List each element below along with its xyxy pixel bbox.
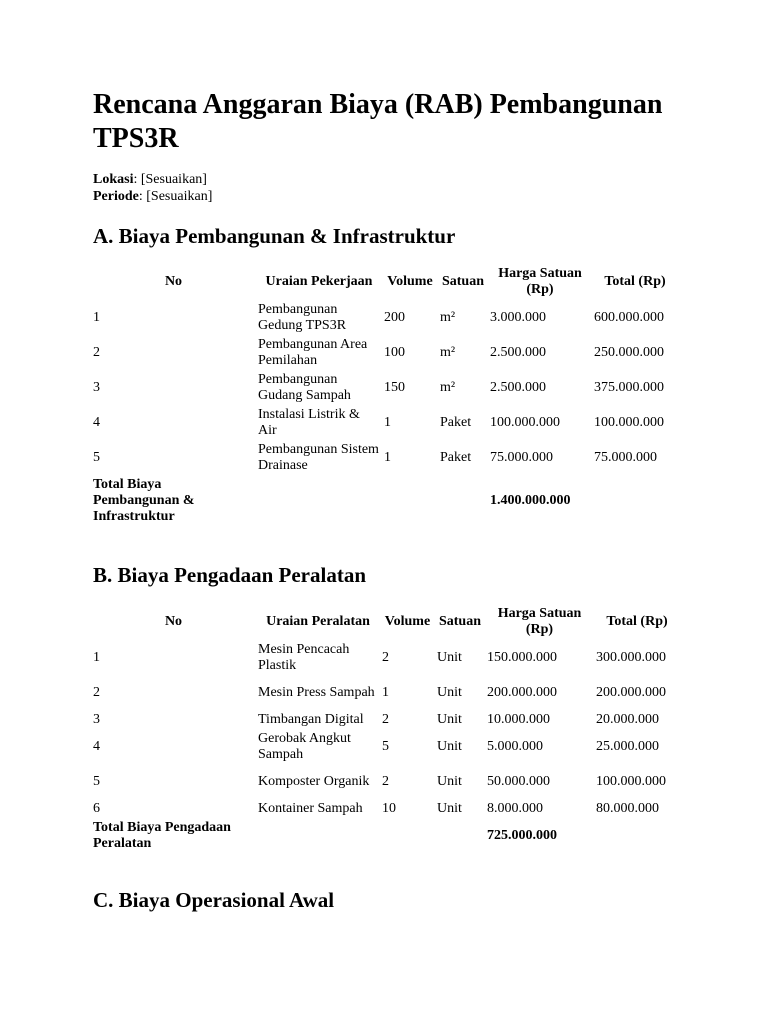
cell-total: 300.000.000 — [596, 649, 666, 665]
col-header: No — [164, 614, 183, 629]
cell-no: 2 — [93, 684, 100, 700]
cell-uraian: Mesin Pencacah Plastik — [258, 641, 350, 673]
cell-total: 200.000.000 — [596, 684, 666, 700]
total-label: Total Biaya Pembangunan & Infrastruktur — [93, 477, 195, 524]
lokasi-value: : [Sesuaikan] — [133, 172, 207, 187]
cell-harga: 50.000.000 — [487, 773, 550, 789]
cell-harga: 8.000.000 — [487, 800, 543, 816]
cell-satuan: Paket — [440, 449, 472, 465]
section-a-table — [91, 264, 678, 527]
cell-harga: 10.000.000 — [487, 711, 550, 727]
cell-total: 80.000.000 — [596, 800, 659, 816]
page-title: Rencana Anggaran Biaya (RAB) Pembangunan TPS3R — [93, 89, 663, 154]
table-row — [91, 640, 680, 675]
cell-no: 2 — [93, 344, 100, 360]
periode-label: Periode — [93, 189, 139, 204]
cell-no: 3 — [93, 379, 100, 395]
cell-satuan: Unit — [437, 684, 462, 700]
cell-satuan: Unit — [437, 800, 462, 816]
table-row — [91, 675, 680, 710]
cell-satuan: Unit — [437, 711, 462, 727]
cell-total: 100.000.000 — [594, 414, 664, 430]
periode-value: : [Sesuaikan] — [138, 189, 213, 204]
cell-total: 250.000.000 — [594, 344, 664, 360]
table-row — [91, 729, 680, 764]
empty-cell — [380, 818, 435, 853]
cell-uraian: Komposter Organik — [258, 773, 370, 789]
cell-volume: 10 — [382, 800, 396, 816]
cell-volume: 200 — [384, 309, 405, 325]
cell-volume: 1 — [384, 414, 391, 430]
periode-line — [93, 189, 212, 205]
cell-uraian: Pembangunan Gudang Sampah — [258, 371, 351, 403]
total-row — [91, 818, 680, 853]
cell-harga: 5.000.000 — [487, 738, 543, 754]
col-header: Uraian Peralatan — [266, 614, 370, 629]
col-header: Harga Satuan (Rp) — [497, 606, 582, 637]
cell-uraian: Timbangan Digital — [258, 711, 364, 727]
cell-satuan: m² — [440, 344, 456, 360]
col-header: Harga Satuan (Rp) — [498, 266, 582, 297]
table-row — [91, 405, 678, 440]
cell-total: 75.000.000 — [594, 449, 657, 465]
empty-cell — [382, 475, 438, 527]
cell-satuan: m² — [440, 309, 456, 325]
lokasi-line — [93, 172, 207, 188]
section-b-table — [91, 604, 680, 853]
table-row — [91, 370, 678, 405]
cell-total: 25.000.000 — [596, 738, 659, 754]
cell-satuan: Unit — [437, 649, 462, 665]
cell-harga: 2.500.000 — [490, 344, 546, 360]
empty-cell — [438, 475, 488, 527]
col-header: No — [164, 274, 183, 289]
cell-uraian: Gerobak Angkut Sampah — [258, 730, 351, 762]
col-header: Total (Rp) — [604, 274, 666, 289]
cell-total: 375.000.000 — [594, 379, 664, 395]
col-header: Volume — [387, 274, 433, 289]
col-header: Satuan — [438, 614, 482, 629]
cell-total: 600.000.000 — [594, 309, 664, 325]
col-header: Total (Rp) — [606, 614, 668, 629]
cell-harga: 3.000.000 — [490, 309, 546, 325]
table-row — [91, 799, 680, 818]
col-header: Satuan — [441, 274, 485, 289]
cell-volume: 2 — [382, 649, 389, 665]
table-header-row — [91, 264, 678, 300]
section-b-heading: B. Biaya Pengadaan Peralatan — [93, 563, 367, 587]
cell-satuan: Unit — [437, 738, 462, 754]
total-label: Total Biaya Pengadaan Peralatan — [93, 819, 231, 851]
cell-no: 4 — [93, 414, 100, 430]
cell-total: 20.000.000 — [596, 711, 659, 727]
cell-satuan: m² — [440, 379, 456, 395]
table-header-row — [91, 604, 680, 640]
cell-harga: 2.500.000 — [490, 379, 546, 395]
empty-cell — [592, 475, 678, 527]
cell-no: 6 — [93, 800, 100, 816]
cell-uraian: Instalasi Listrik & Air — [258, 406, 360, 438]
cell-satuan: Paket — [440, 414, 472, 430]
cell-volume: 5 — [382, 738, 389, 754]
cell-uraian: Kontainer Sampah — [258, 800, 363, 816]
section-a-heading: A. Biaya Pembangunan & Infrastruktur — [93, 224, 456, 248]
col-header: Volume — [384, 614, 431, 629]
table-row — [91, 335, 678, 370]
cell-harga: 100.000.000 — [490, 414, 560, 430]
lokasi-label: Lokasi — [93, 172, 134, 187]
cell-no: 1 — [93, 309, 100, 325]
cell-volume: 2 — [382, 773, 389, 789]
cell-volume: 2 — [382, 711, 389, 727]
table-row — [91, 300, 678, 335]
cell-total: 100.000.000 — [596, 773, 666, 789]
cell-no: 5 — [93, 773, 100, 789]
cell-satuan: Unit — [437, 773, 462, 789]
empty-cell — [594, 818, 680, 853]
table-row — [91, 764, 680, 799]
cell-volume: 1 — [384, 449, 391, 465]
cell-uraian: Pembangunan Area Pemilahan — [258, 336, 368, 368]
cell-volume: 100 — [384, 344, 405, 360]
cell-harga: 150.000.000 — [487, 649, 557, 665]
cell-uraian: Mesin Press Sampah — [258, 684, 375, 700]
total-row — [91, 475, 678, 527]
empty-cell — [435, 818, 485, 853]
cell-uraian: Pembangunan Gedung TPS3R — [258, 301, 347, 333]
cell-no: 3 — [93, 711, 100, 727]
cell-harga: 75.000.000 — [490, 449, 553, 465]
col-header: Uraian Pekerjaan — [265, 274, 373, 289]
cell-no: 4 — [93, 738, 100, 754]
cell-volume: 1 — [382, 684, 389, 700]
cell-harga: 200.000.000 — [487, 684, 557, 700]
cell-no: 5 — [93, 449, 100, 465]
total-value: 1.400.000.000 — [490, 493, 571, 508]
table-row — [91, 710, 680, 729]
cell-no: 1 — [93, 649, 100, 665]
total-value: 725.000.000 — [487, 827, 557, 843]
section-c-heading: C. Biaya Operasional Awal — [93, 888, 335, 912]
table-row — [91, 440, 678, 475]
cell-volume: 150 — [384, 379, 405, 395]
cell-uraian: Pembangunan Sistem Drainase — [258, 441, 379, 473]
